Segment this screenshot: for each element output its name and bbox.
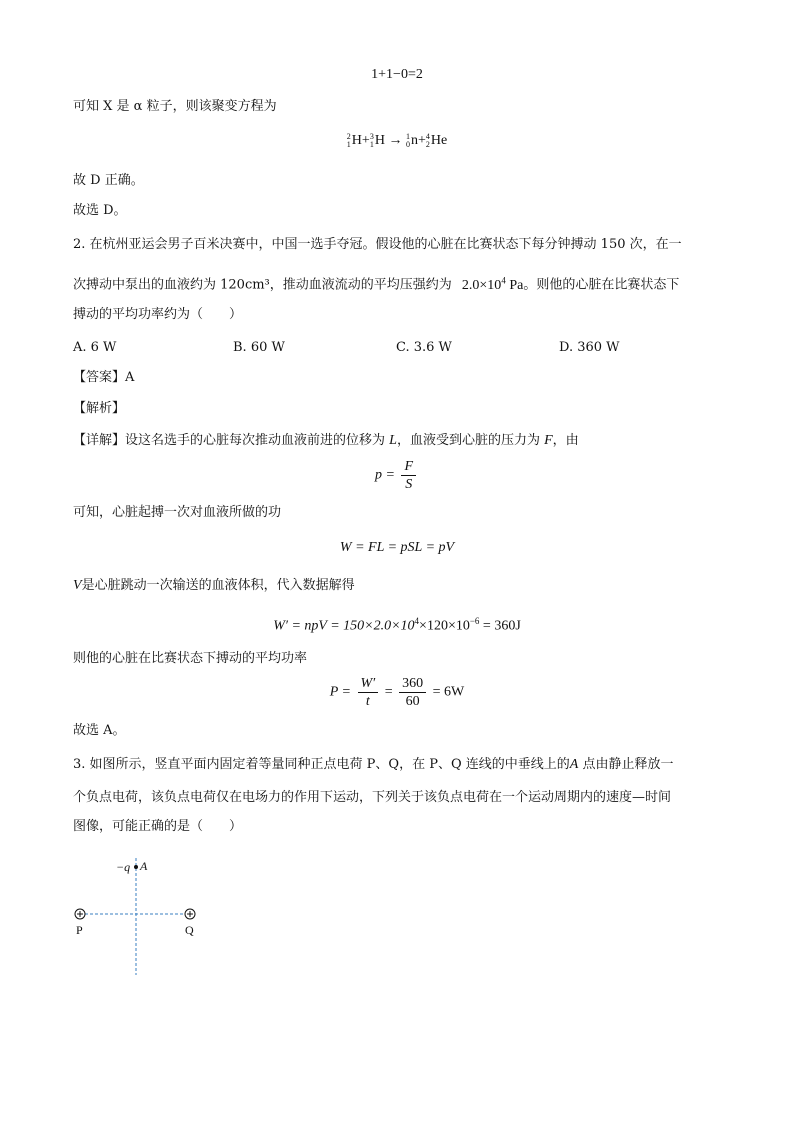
q2-line-3: 搏动的平均功率约为（ ） (73, 307, 243, 322)
q3-line-1: 3. 如图所示，竖直平面内固定着等量同种正点电荷 P、Q，在 P、Q 连线的中垂线上的A 点由静止释放一 (73, 757, 674, 772)
eq-work-numeric: W′ = npV = $150\times 2.0\times 10^4\times 120\times 10^{-6} = 360J$ (273, 616, 521, 634)
q3-line-3: 图像，可能正确的是（ ） (73, 819, 243, 834)
detail-line: 【详解】设这名选手的心脏每次推动血液前进的位移为 L，血液受到心脏的压力为 F，由 (73, 433, 579, 448)
point-a-dot (134, 865, 138, 869)
fusion-equation: 2 1 H+ 3 1 H → 1 0 n+ 4 2 He (346, 131, 448, 149)
choose-d-text: 故选 D。 (73, 203, 127, 218)
label-p: P (76, 923, 83, 937)
option-c: C. 3.6 W (396, 340, 452, 355)
q2-line-2: 次搏动中泵出的血液约为 120cm³，推动血液流动的平均压强约为 $2.0\times 10^4$ Pa。则他的心脏在比赛状态下 (73, 275, 680, 293)
eq-pressure: p = $\frac{F}{S}$ (0, 458, 794, 493)
q3-line-2: 个负点电荷，该负点电荷仅在电场力的作用下运动，下列关于该负点电荷在一个运动周期内的速度—时间 (73, 790, 672, 805)
option-d: D. 360 W (559, 340, 620, 355)
label-q: Q (185, 923, 194, 937)
answer-value: A (125, 370, 135, 385)
option-a: A. 6 W (73, 340, 117, 355)
x-is-alpha-text: 可知 X 是 α 粒子，则该聚变方程为 (73, 99, 277, 114)
charge-conservation-eq: 1+1−0=2 (371, 67, 423, 82)
point-a-label: A (140, 859, 148, 873)
d-correct-text: 故 D 正确。 (73, 173, 144, 188)
avg-power-desc: 则他的心脏在比赛状态下搏动的平均功率 (73, 651, 308, 666)
charge-p-icon (75, 909, 85, 919)
charge-figure (68, 850, 218, 980)
pressure-value: $2.0\times 10^4$ Pa (461, 275, 524, 293)
choose-a-text: 故选 A。 (73, 723, 126, 738)
q2-line-1: 2. 在杭州亚运会男子百米决赛中，中国一选手夺冠。假设他的心脏在比赛状态下每分钟搏动 150 次，在一 (73, 237, 682, 252)
analysis-tag: 【解析】 (73, 401, 126, 416)
answer-line (73, 369, 134, 387)
eq-work: W = FL = pSL = pV (339, 540, 455, 555)
answer-tag: 【答案】 (73, 370, 126, 385)
option-b: B. 60 W (233, 340, 285, 355)
charge-q-icon (185, 909, 195, 919)
known-work-text: 可知，心脏起搏一次对血液所做的功 (73, 505, 282, 520)
volume-desc: V是心脏跳动一次输送的血液体积，代入数据解得 (73, 578, 355, 593)
eq-power: P = $\frac{W'}{t}$ = $\frac{360}{60}$ = 6W (329, 676, 465, 709)
charge-label: −q (116, 860, 131, 874)
